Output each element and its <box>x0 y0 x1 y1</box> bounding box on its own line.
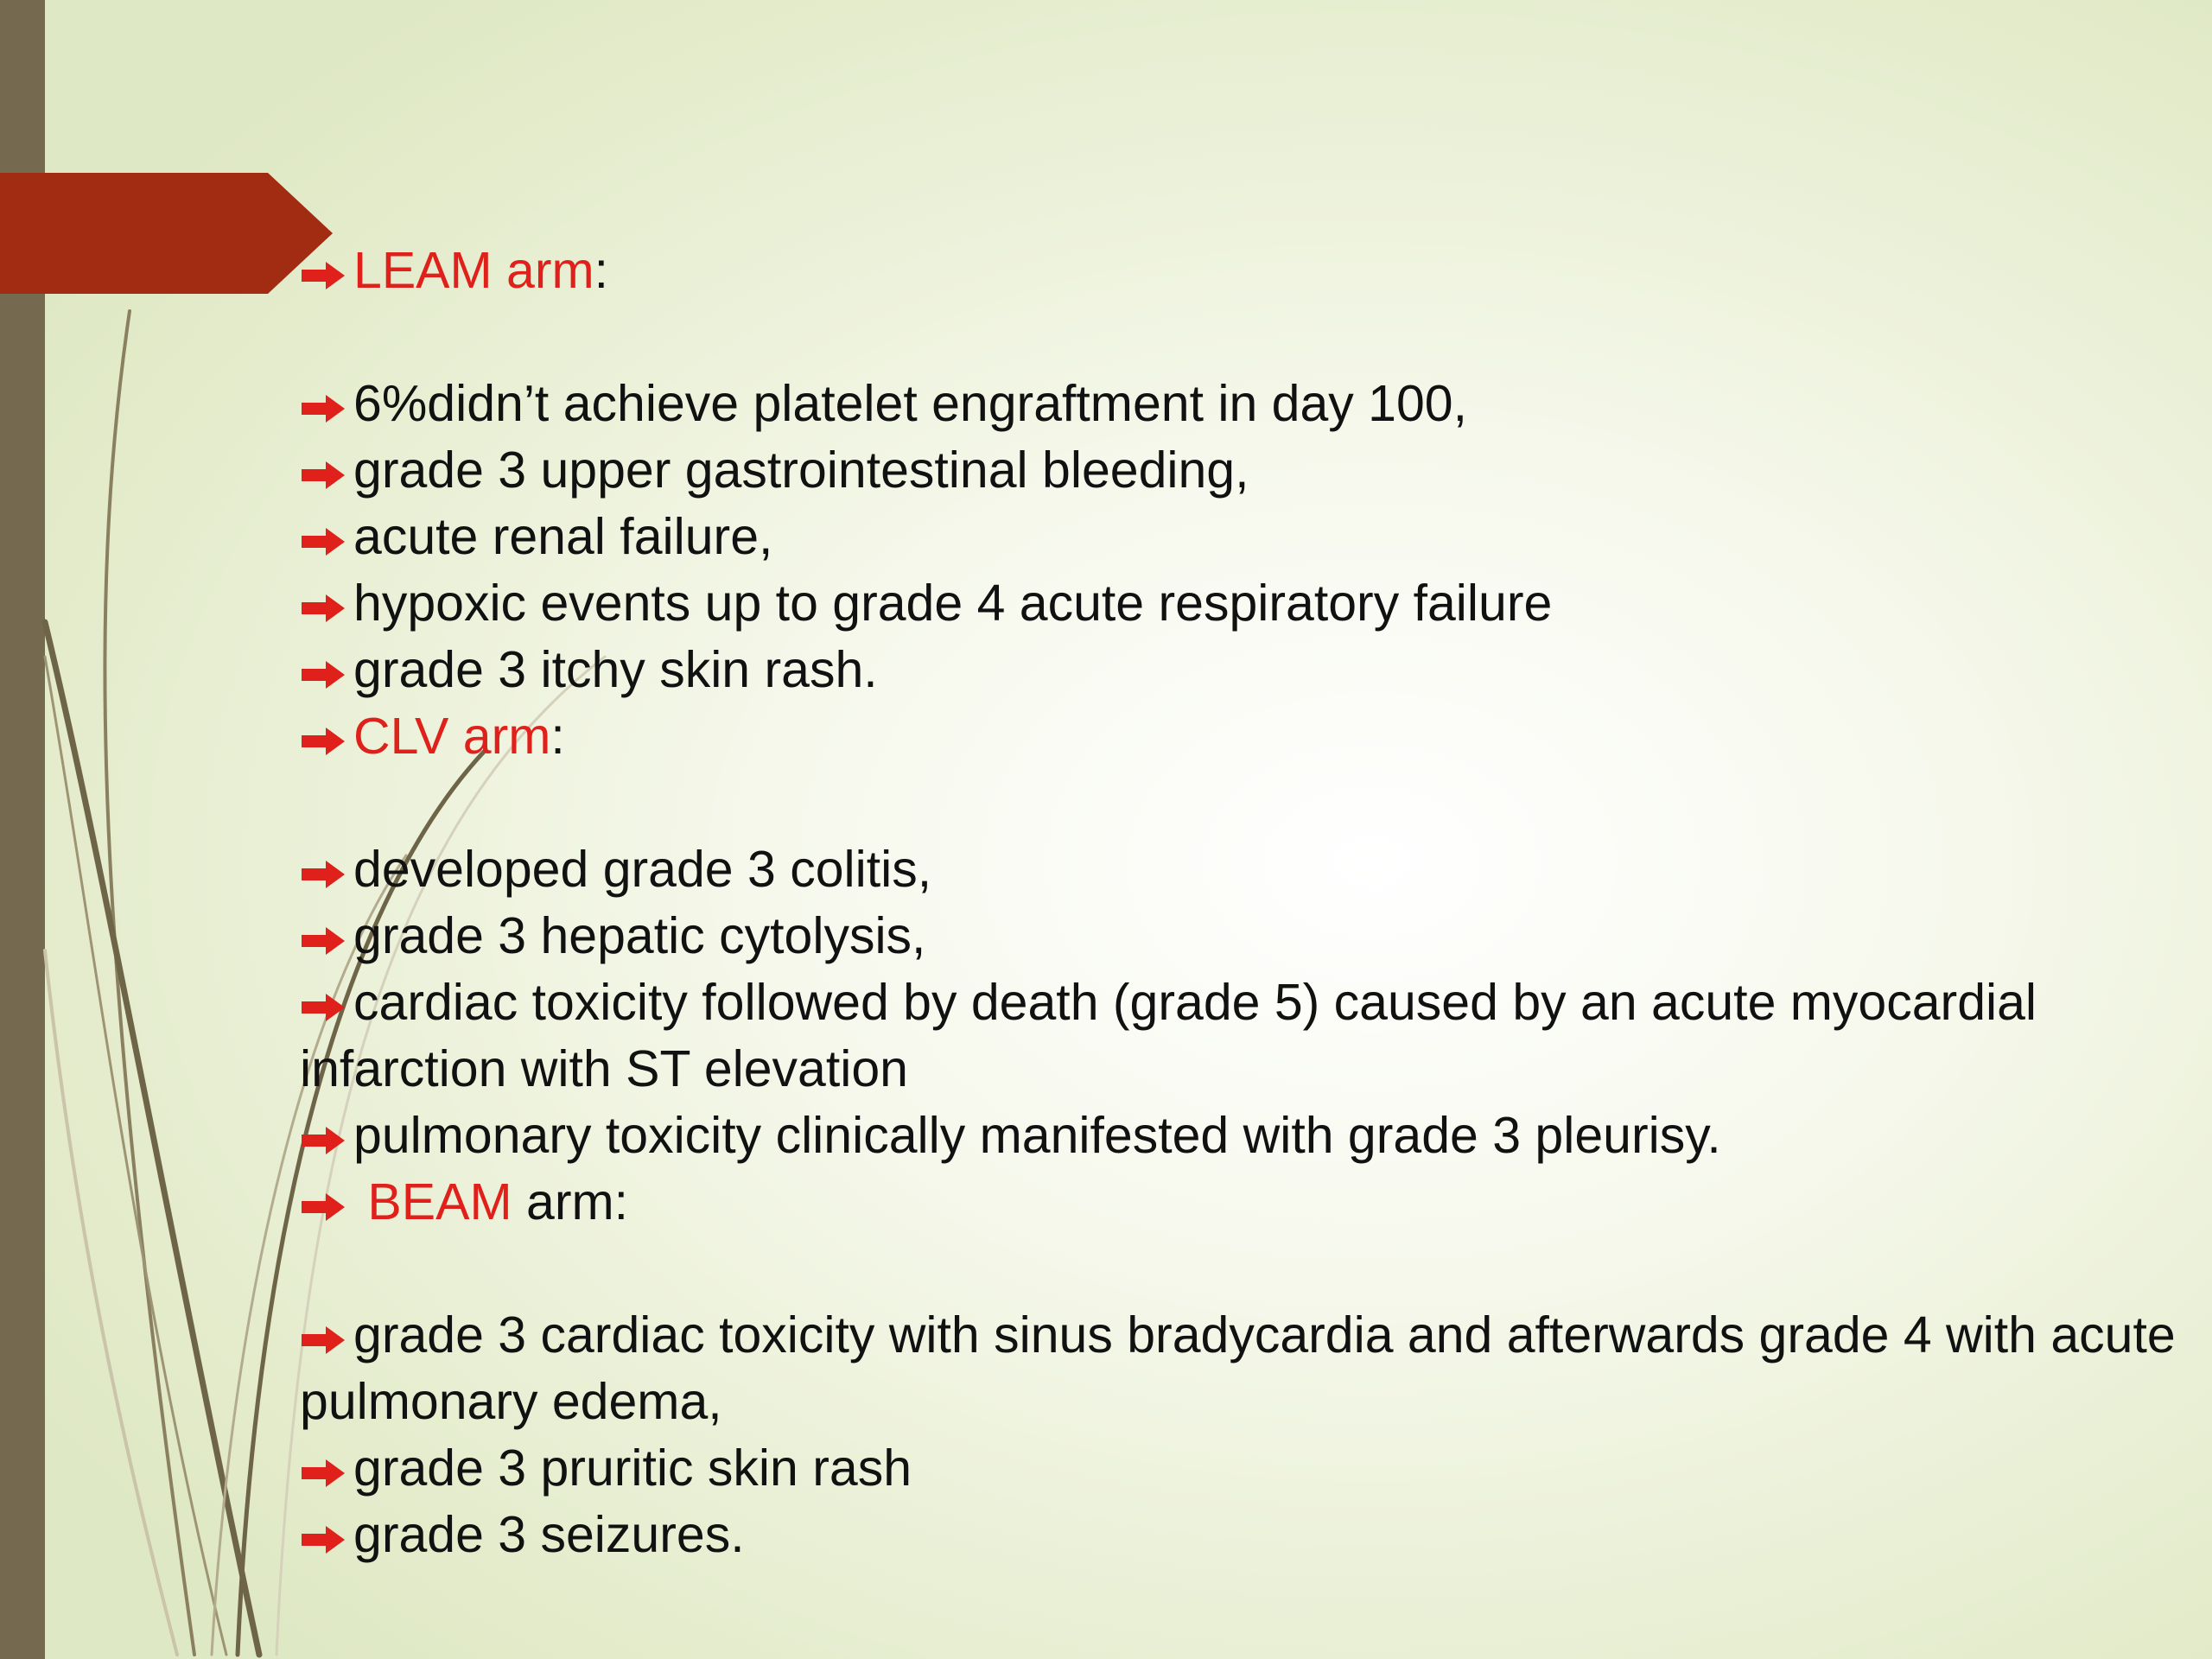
list-item-text: grade 3 hepatic cytolysis, <box>353 907 926 964</box>
arrow-bullet-icon <box>300 593 346 624</box>
list-item <box>300 969 2205 1103</box>
leam-heading: LEAM arm <box>353 242 594 299</box>
list-item-text: acute renal failure, <box>353 508 773 565</box>
arrow-bullet-icon <box>300 1125 346 1156</box>
clv-heading-line <box>300 703 2205 770</box>
list-item <box>300 570 2205 637</box>
list-item-text: developed grade 3 colitis, <box>353 841 932 898</box>
arrow-bullet-icon <box>300 393 346 424</box>
beam-heading-suffix: arm: <box>512 1173 629 1230</box>
arrow-bullet-icon <box>300 460 346 491</box>
list-item <box>300 371 2205 437</box>
arrow-bullet-icon <box>300 659 346 690</box>
arrow-bullet-icon <box>300 260 346 291</box>
list-item-text: 6%didn’t achieve platelet engraftment in day 100, <box>353 375 1468 432</box>
list-item-text: hypoxic events up to grade 4 acute respiratory failure <box>353 575 1553 632</box>
list-item <box>300 1502 2205 1568</box>
arrow-bullet-icon <box>300 925 346 957</box>
arrow-bullet-icon <box>300 726 346 757</box>
list-item-text: grade 3 itchy skin rash. <box>353 641 878 698</box>
title-tab-arrow <box>0 173 333 294</box>
list-item-text: grade 3 upper gastrointestinal bleeding, <box>353 442 1249 499</box>
arrow-bullet-icon <box>300 1458 346 1489</box>
list-item-text: cardiac toxicity followed by death (grade 5) caused by an acute myocardial infarction with ST elevation <box>300 974 2037 1097</box>
arrow-bullet-icon <box>300 992 346 1023</box>
beam-heading-line <box>300 1169 2205 1236</box>
list-item <box>300 1302 2205 1435</box>
slide-content <box>300 238 2205 1568</box>
clv-heading: CLV arm <box>353 708 551 765</box>
arrow-bullet-icon <box>300 859 346 890</box>
list-item-text: grade 3 seizures. <box>353 1506 745 1563</box>
list-item <box>300 504 2205 570</box>
leam-heading-line <box>300 238 2205 304</box>
arrow-bullet-icon <box>300 1524 346 1555</box>
list-item-text: grade 3 cardiac toxicity with sinus bradycardia and afterwards grade 4 with acute pulmonary edema, <box>300 1306 2176 1430</box>
list-item <box>300 637 2205 703</box>
list-item <box>300 1103 2205 1169</box>
beam-heading: BEAM <box>367 1173 512 1230</box>
arrow-bullet-icon <box>300 526 346 557</box>
list-item <box>300 1435 2205 1502</box>
arrow-bullet-icon <box>300 1325 346 1356</box>
list-item <box>300 437 2205 504</box>
list-item <box>300 903 2205 969</box>
list-item-text: pulmonary toxicity clinically manifested with grade 3 pleurisy. <box>353 1107 1721 1164</box>
clv-heading-suffix: : <box>550 708 565 765</box>
list-item <box>300 836 2205 903</box>
list-item-text: grade 3 pruritic skin rash <box>353 1440 912 1497</box>
leam-heading-suffix: : <box>594 242 609 299</box>
arrow-bullet-icon <box>300 1192 346 1223</box>
